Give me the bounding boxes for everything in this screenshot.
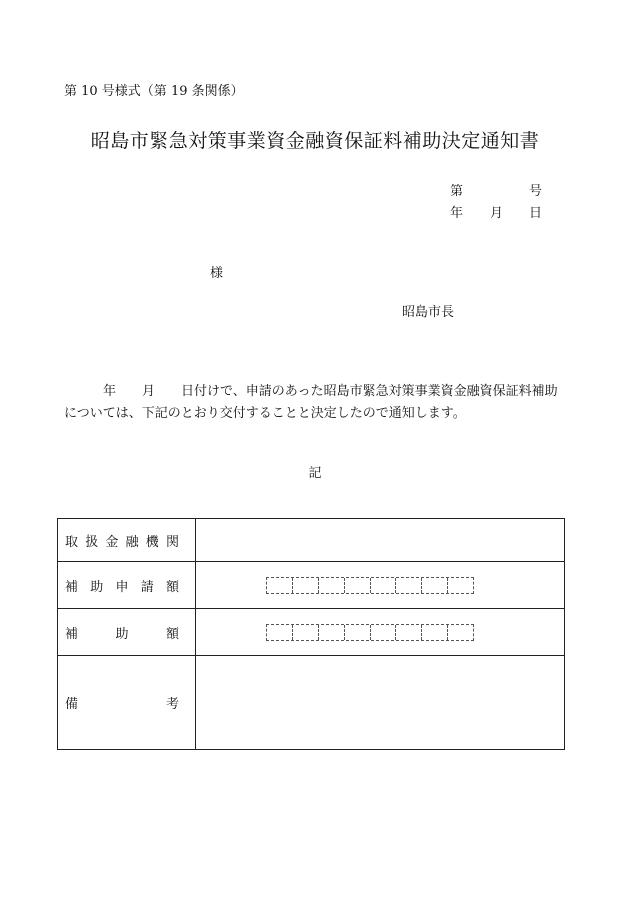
subsidy-amount-value[interactable] xyxy=(196,609,565,656)
table-row xyxy=(58,609,565,656)
digit-cell xyxy=(345,578,371,593)
label-char: 助 xyxy=(115,626,129,642)
digit-cell xyxy=(396,578,422,593)
doc-number-prefix: 第 xyxy=(450,184,464,199)
label-char: 助 xyxy=(90,579,104,595)
digit-cell xyxy=(396,625,422,640)
table-row xyxy=(58,519,565,562)
ki-heading: 記 xyxy=(308,466,322,481)
label-char: 補 xyxy=(65,579,79,595)
label-char: 額 xyxy=(165,626,179,642)
date-year-label: 年 xyxy=(450,206,464,221)
label-char: 取 xyxy=(65,534,79,550)
application-amount-value[interactable] xyxy=(196,562,565,609)
remarks-label xyxy=(58,656,196,750)
amount-digit-boxes xyxy=(266,577,474,594)
amount-digit-boxes xyxy=(266,624,474,641)
digit-cell xyxy=(448,578,473,593)
table-row xyxy=(58,562,565,609)
label-char: 申 xyxy=(115,579,129,595)
subsidy-amount-label xyxy=(58,609,196,656)
digit-cell xyxy=(267,578,293,593)
digit-cell xyxy=(371,578,397,593)
label-char: 額 xyxy=(165,579,179,595)
label-char: 融 xyxy=(125,534,139,550)
label-char: 考 xyxy=(165,697,179,712)
body-month: 月 xyxy=(142,384,156,399)
recipient-honorific: 様 xyxy=(210,266,224,281)
digit-cell xyxy=(319,625,345,640)
institution-value[interactable] xyxy=(196,519,565,562)
details-table xyxy=(57,518,565,750)
label-char: 請 xyxy=(140,579,154,595)
label-char: 機 xyxy=(145,534,159,550)
issuer-name: 昭島市長 xyxy=(402,305,455,320)
application-amount-label xyxy=(58,562,196,609)
label-char: 扱 xyxy=(85,534,99,550)
digit-cell xyxy=(371,625,397,640)
body-line1: 日付けで、申請のあった昭島市緊急対策事業資金融資保証料補助 xyxy=(181,384,558,399)
date-month-label: 月 xyxy=(490,206,504,221)
label-char: 関 xyxy=(165,534,179,550)
digit-cell xyxy=(422,625,448,640)
document-title: 昭島市緊急対策事業資金融資保証料補助決定通知書 xyxy=(90,130,540,152)
digit-cell xyxy=(319,578,345,593)
digit-cell xyxy=(422,578,448,593)
remarks-value[interactable] xyxy=(196,656,565,750)
digit-cell xyxy=(267,625,293,640)
doc-number-suffix: 号 xyxy=(529,184,543,199)
digit-cell xyxy=(345,625,371,640)
table-row xyxy=(58,656,565,750)
institution-label xyxy=(58,519,196,562)
body-year: 年 xyxy=(103,384,117,399)
label-char: 金 xyxy=(105,534,119,550)
label-char: 備 xyxy=(65,697,79,712)
date-day-label: 日 xyxy=(529,206,543,221)
digit-cell xyxy=(448,625,473,640)
digit-cell xyxy=(293,625,319,640)
digit-cell xyxy=(293,578,319,593)
form-number-label: 第 10 号様式（第 19 条関係） xyxy=(64,84,244,99)
label-char: 補 xyxy=(65,626,79,642)
body-line2: については、下記のとおり交付することと決定したので通知します。 xyxy=(64,406,466,421)
